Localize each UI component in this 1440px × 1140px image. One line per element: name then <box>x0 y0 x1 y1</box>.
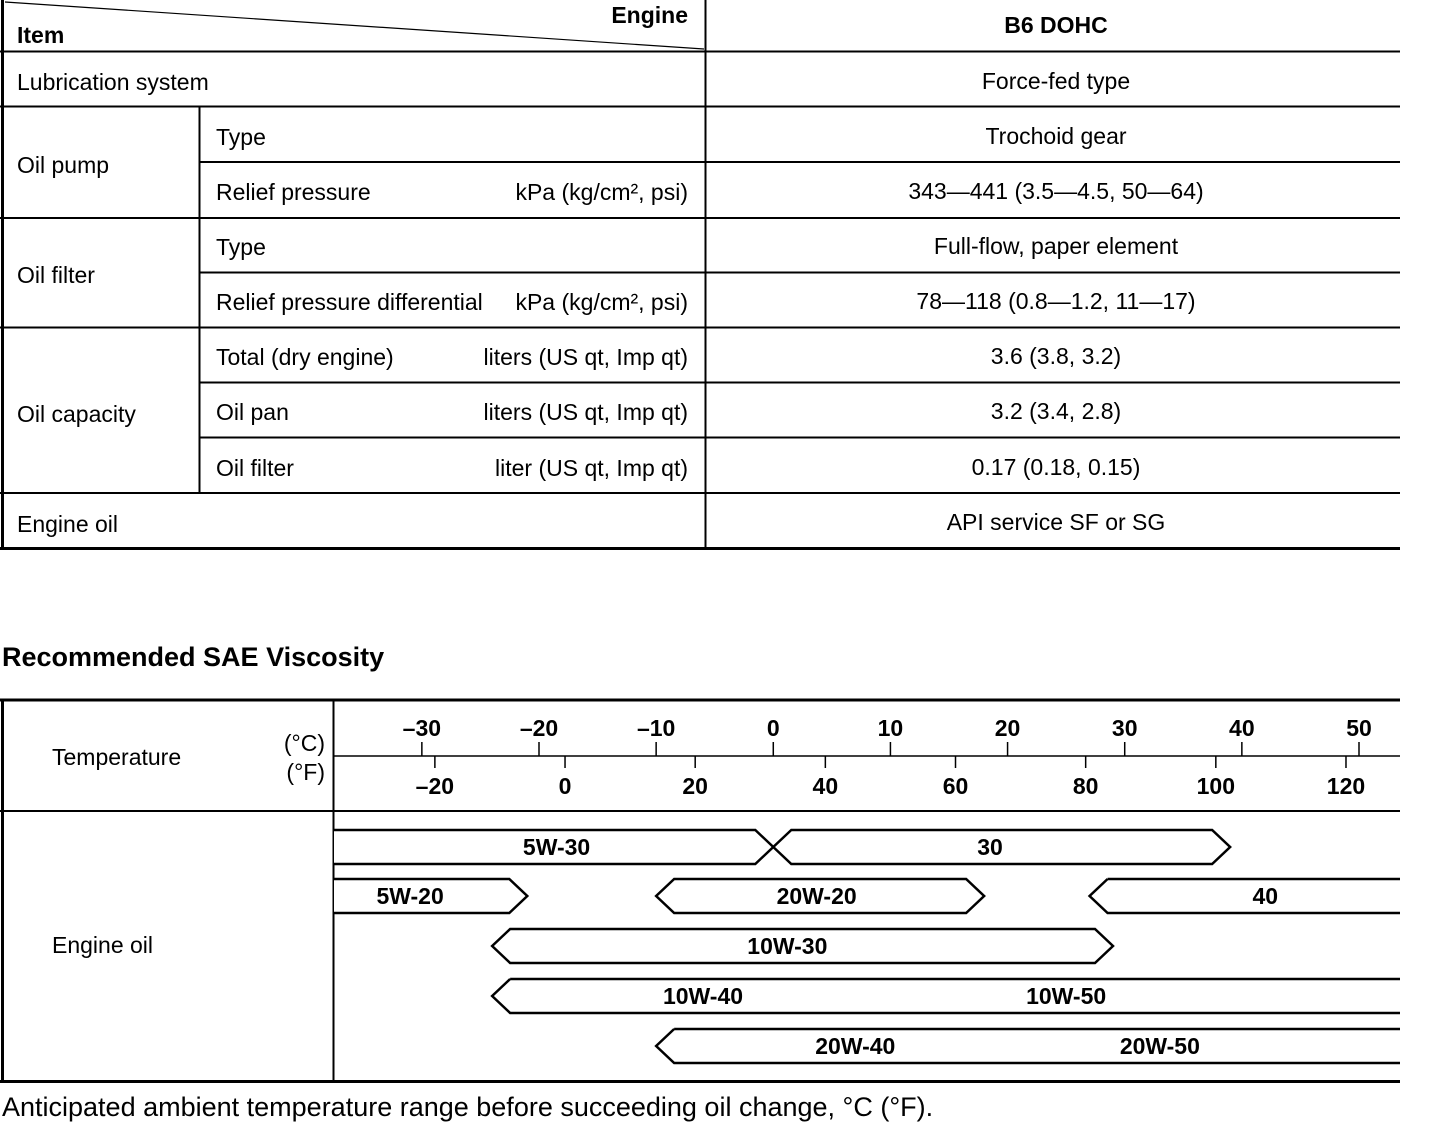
oil-filter-diff-unit: kPa (kg/cm², psi) <box>515 289 688 315</box>
viscosity-grade-label: 5W-20 <box>376 883 444 909</box>
oil-filter-type-label: Type <box>216 234 266 260</box>
unit-celsius-label: (°C) <box>283 730 325 756</box>
oil-filter-label: Oil filter <box>17 262 95 288</box>
temperature-label: Temperature <box>52 744 182 770</box>
oil-capacity-pan-label: Oil pan <box>216 399 289 425</box>
celsius-tick-label: 30 <box>1111 715 1138 741</box>
oil-capacity-total-unit: liters (US qt, Imp qt) <box>483 344 688 370</box>
viscosity-bar-10w-40-10w-50 <box>492 979 1400 1013</box>
oil-pump-relief-unit: kPa (kg/cm², psi) <box>515 179 688 205</box>
oil-capacity-total-label: Total (dry engine) <box>216 344 394 370</box>
viscosity-bar-20w-40-20w-50 <box>656 1029 1400 1063</box>
viscosity-grade-label: 10W-30 <box>747 933 828 959</box>
fahrenheit-tick-label: 0 <box>558 773 572 799</box>
oil-pump-type-label: Type <box>216 124 266 150</box>
oil-pump-relief-label: Relief pressure <box>216 179 371 205</box>
oil-filter-diff-label: Relief pressure differential <box>216 289 483 315</box>
oil-pump-label: Oil pump <box>17 152 110 178</box>
lubrication-label: Lubrication system <box>17 69 209 95</box>
viscosity-grade-label: 20W-20 <box>776 883 857 909</box>
oil-capacity-total-value: 3.6 (3.8, 3.2) <box>990 343 1122 369</box>
viscosity-grade-label: 10W-40 <box>662 983 744 1009</box>
viscosity-bar-shape <box>492 979 1400 1013</box>
fahrenheit-tick-label: 100 <box>1196 773 1236 799</box>
celsius-tick-label: 0 <box>766 715 780 741</box>
engine-oil-chart-label: Engine oil <box>52 932 154 958</box>
oil-capacity-filter-unit: liter (US qt, Imp qt) <box>495 455 688 481</box>
fahrenheit-tick-label: 40 <box>812 773 839 799</box>
viscosity-grade-label: 20W-50 <box>1119 1033 1200 1059</box>
unit-fahrenheit-label: (°F) <box>286 759 325 785</box>
celsius-tick-label: –20 <box>519 715 559 741</box>
oil-capacity-filter-label: Oil filter <box>216 455 294 481</box>
oil-capacity-filter-value: 0.17 (0.18, 0.15) <box>971 454 1141 480</box>
engine-oil-label: Engine oil <box>17 511 119 537</box>
viscosity-grade-label: 30 <box>977 834 1003 860</box>
header-engine-model: B6 DOHC <box>1004 12 1108 38</box>
oil-filter-type-value: Full-flow, paper element <box>933 233 1179 259</box>
viscosity-bar-5w-30 <box>334 830 773 864</box>
fahrenheit-tick-label: 20 <box>682 773 708 799</box>
oil-capacity-label: Oil capacity <box>17 401 136 427</box>
viscosity-footnote: Anticipated ambient temperature range before succeeding oil change, °C (°F). <box>2 1092 934 1122</box>
viscosity-bar-shape <box>656 1029 1400 1063</box>
viscosity-bar-shape <box>1090 879 1400 913</box>
header-item-label: Item <box>17 22 65 48</box>
fahrenheit-tick-label: 80 <box>1072 773 1099 799</box>
viscosity-grade-label: 5W-30 <box>522 834 591 860</box>
celsius-tick-label: 10 <box>877 715 904 741</box>
viscosity-grade-label: 40 <box>1252 883 1279 909</box>
fahrenheit-tick-label: 120 <box>1326 773 1366 799</box>
engine-oil-value: API service SF or SG <box>946 509 1166 535</box>
viscosity-bar-10w-30 <box>492 929 1113 963</box>
viscosity-bar-40 <box>1090 879 1400 913</box>
celsius-tick-label: 20 <box>994 715 1021 741</box>
lubrication-value: Force-fed type <box>981 68 1131 94</box>
celsius-tick-label: 40 <box>1229 715 1255 741</box>
viscosity-grade-label: 10W-50 <box>1026 983 1107 1009</box>
fahrenheit-tick-label: –20 <box>415 773 455 799</box>
viscosity-grade-label: 20W-40 <box>815 1033 896 1059</box>
oil-filter-diff-value: 78—118 (0.8—1.2, 11—17) <box>916 288 1196 314</box>
viscosity-heading: Recommended SAE Viscosity <box>2 642 385 672</box>
fahrenheit-tick-label: 60 <box>942 773 969 799</box>
viscosity-bar-20w-20 <box>656 879 984 913</box>
oil-capacity-pan-unit: liters (US qt, Imp qt) <box>483 399 688 425</box>
viscosity-bar-5w-20 <box>334 879 527 913</box>
viscosity-bar-30 <box>773 830 1230 864</box>
oil-capacity-pan-value: 3.2 (3.4, 2.8) <box>990 398 1122 424</box>
oil-pump-relief-value: 343—441 (3.5—4.5, 50—64) <box>908 178 1204 204</box>
header-engine-label: Engine <box>611 2 688 28</box>
celsius-tick-label: –30 <box>402 715 442 741</box>
celsius-tick-label: –10 <box>636 715 676 741</box>
oil-pump-type-value: Trochoid gear <box>985 123 1127 149</box>
celsius-tick-label: 50 <box>1346 715 1372 741</box>
